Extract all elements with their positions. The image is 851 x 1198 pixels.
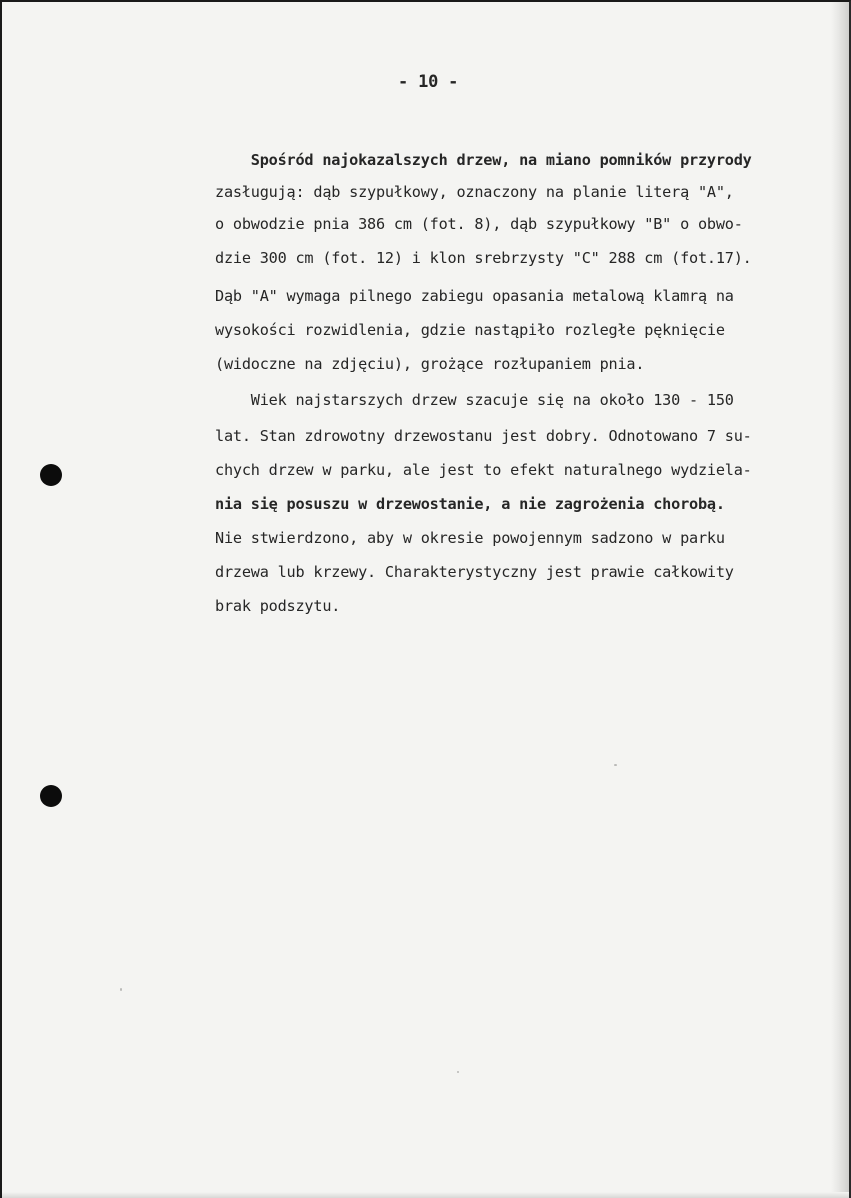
text-line: drzewa lub krzewy. Charakterystyczny jest prawie całkowity <box>215 563 734 581</box>
scan-speck <box>614 764 617 766</box>
text-line: Spośród najokazalszych drzew, na miano pomników przyrody <box>215 151 752 169</box>
text-line: (widoczne na zdjęciu), grożące rozłupaniem pnia. <box>215 355 645 373</box>
text-line: Nie stwierdzono, aby w okresie powojennym sadzono w parku <box>215 529 725 547</box>
text-line: chych drzew w parku, ale jest to efekt naturalnego wydziela- <box>215 461 752 479</box>
scan-speck <box>120 988 122 991</box>
page-bottom-edge <box>2 1192 851 1198</box>
scan-speck <box>457 1071 459 1073</box>
text-line: Dąb "A" wymaga pilnego zabiegu opasania metalową klamrą na <box>215 287 734 305</box>
punch-hole <box>40 785 62 807</box>
text-line: wysokości rozwidlenia, gdzie nastąpiło rozległe pęknięcie <box>215 321 725 339</box>
page-number: - 10 - <box>398 72 459 92</box>
text-line: dzie 300 cm (fot. 12) i klon srebrzysty "C" 288 cm (fot.17). <box>215 249 752 267</box>
page-edge-shadow <box>831 2 849 1198</box>
text-line: zasługują: dąb szypułkowy, oznaczony na planie literą "A", <box>215 183 734 201</box>
punch-hole <box>40 464 62 486</box>
text-line: nia się posuszu w drzewostanie, a nie zagrożenia chorobą. <box>215 495 725 513</box>
text-line: Wiek najstarszych drzew szacuje się na około 130 - 150 <box>215 391 734 409</box>
text-line: o obwodzie pnia 386 cm (fot. 8), dąb szypułkowy "B" o obwo- <box>215 215 743 233</box>
text-line: brak podszytu. <box>215 597 341 615</box>
text-line: lat. Stan zdrowotny drzewostanu jest dobry. Odnotowano 7 su- <box>215 427 752 445</box>
